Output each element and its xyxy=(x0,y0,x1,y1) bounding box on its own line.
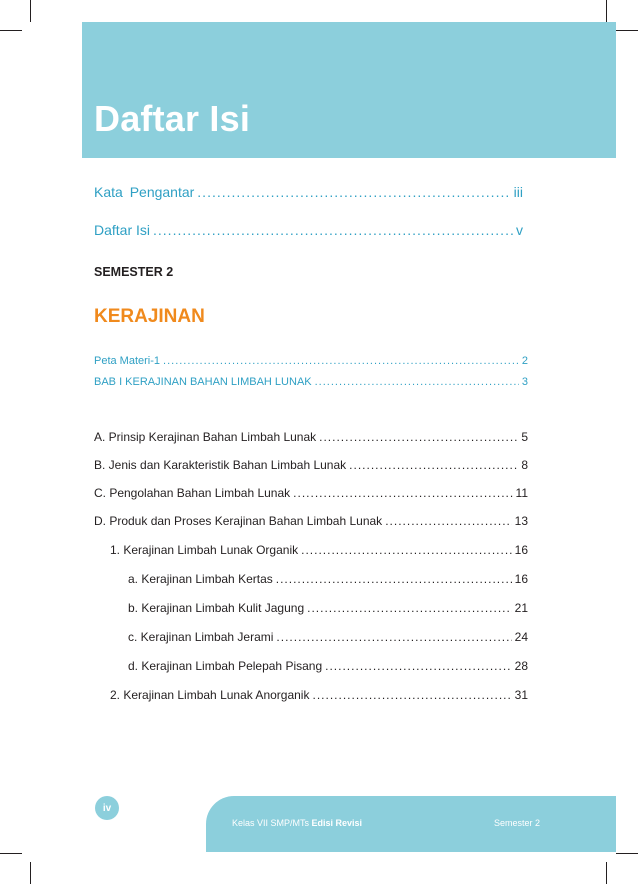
toc-entry-label: Peta Materi-1 xyxy=(94,355,161,367)
toc-entry-label: a. Kerajinan Limbah Kertas xyxy=(128,572,273,586)
page-title: Daftar Isi xyxy=(94,98,251,139)
toc-entry-page: 16 xyxy=(514,572,528,586)
toc-entry-label: B. Jenis dan Karakteristik Bahan Limbah Lunak xyxy=(94,458,347,472)
toc-entry-peta-materi[interactable] xyxy=(94,355,528,367)
dot-leader xyxy=(293,486,512,500)
toc-entry-subsection-1[interactable] xyxy=(110,543,528,557)
toc-entry-page: 3 xyxy=(521,376,528,388)
toc-entry-item-a[interactable] xyxy=(128,572,528,586)
toc-entry-item-c[interactable] xyxy=(128,630,528,644)
toc-entry-page: 28 xyxy=(514,659,528,673)
crop-mark xyxy=(616,30,638,31)
dot-leader xyxy=(307,601,512,615)
toc-entry-page: 16 xyxy=(514,543,528,557)
toc-entry-label: c. Kerajinan Limbah Jerami xyxy=(128,630,274,644)
toc-entry-label: 1. Kerajinan Limbah Lunak Organik xyxy=(110,543,299,557)
page-number: iv xyxy=(102,802,112,814)
chapter-heading: KERAJINAN xyxy=(94,306,205,327)
dot-leader xyxy=(276,572,512,586)
crop-mark xyxy=(606,0,607,22)
toc-entry-label: D. Produk dan Proses Kerajinan Bahan Limbah Lunak xyxy=(94,514,383,528)
toc-entry-page: iii xyxy=(513,184,523,200)
toc-entry-page: 13 xyxy=(514,514,528,528)
dot-leader xyxy=(385,514,511,528)
semester-heading: SEMESTER 2 xyxy=(94,265,174,279)
toc-entry-item-d[interactable] xyxy=(128,659,528,673)
toc-entry-section-d[interactable] xyxy=(94,514,528,528)
toc-entry-page: 24 xyxy=(514,630,528,644)
toc-entry-kata-pengantar[interactable] xyxy=(94,184,523,200)
footer-book-title xyxy=(232,818,362,828)
dot-leader xyxy=(163,355,519,367)
toc-entry-label: b. Kerajinan Limbah Kulit Jagung xyxy=(128,601,305,615)
dot-leader xyxy=(197,184,510,200)
toc-entry-subsection-2[interactable] xyxy=(110,688,528,702)
toc-entry-page: 21 xyxy=(514,601,528,615)
footer-book-prefix: Kelas VII SMP/MTs xyxy=(232,818,312,828)
crop-mark xyxy=(30,862,31,884)
toc-entry-label: 2. Kerajinan Limbah Lunak Anorganik xyxy=(110,688,310,702)
toc-entry-label: C. Pengolahan Bahan Limbah Lunak xyxy=(94,486,291,500)
dot-leader xyxy=(319,430,518,444)
toc-entry-page: 2 xyxy=(521,355,528,367)
toc-entry-page: v xyxy=(516,222,523,238)
toc-entry-bab-1[interactable] xyxy=(94,376,528,388)
crop-mark xyxy=(606,862,607,884)
toc-entry-page: 31 xyxy=(514,688,528,702)
footer-semester: Semester 2 xyxy=(494,818,541,828)
dot-leader xyxy=(301,543,512,557)
toc-entry-page: 8 xyxy=(521,458,528,472)
dot-leader xyxy=(312,688,511,702)
toc-entry-page: 5 xyxy=(521,430,528,444)
crop-mark xyxy=(0,853,22,854)
toc-entry-section-a[interactable] xyxy=(94,430,528,444)
footer-book-edition: Edisi Revisi xyxy=(311,818,363,828)
dot-leader xyxy=(315,376,519,388)
toc-entry-section-b[interactable] xyxy=(94,458,528,472)
toc-entry-label: A. Prinsip Kerajinan Bahan Limbah Lunak xyxy=(94,430,317,444)
toc-entry-page: 11 xyxy=(515,486,528,500)
page-number-badge xyxy=(95,796,119,820)
crop-mark xyxy=(0,30,22,31)
dot-leader xyxy=(276,630,511,644)
toc-entry-item-b[interactable] xyxy=(128,601,528,615)
toc-entry-label: d. Kerajinan Limbah Pelepah Pisang xyxy=(128,659,323,673)
toc-entry-label: BAB I KERAJINAN BAHAN LIMBAH LUNAK xyxy=(94,376,312,388)
toc-entry-label: Daftar Isi xyxy=(94,222,151,238)
dot-leader xyxy=(153,222,513,238)
dot-leader xyxy=(349,458,518,472)
toc-entry-section-c[interactable] xyxy=(94,486,528,500)
dot-leader xyxy=(325,659,512,673)
crop-mark xyxy=(616,853,638,854)
crop-mark xyxy=(30,0,31,22)
toc-entry-daftar-isi[interactable] xyxy=(94,222,523,238)
toc-entry-label: Kata Pengantar xyxy=(94,184,195,200)
